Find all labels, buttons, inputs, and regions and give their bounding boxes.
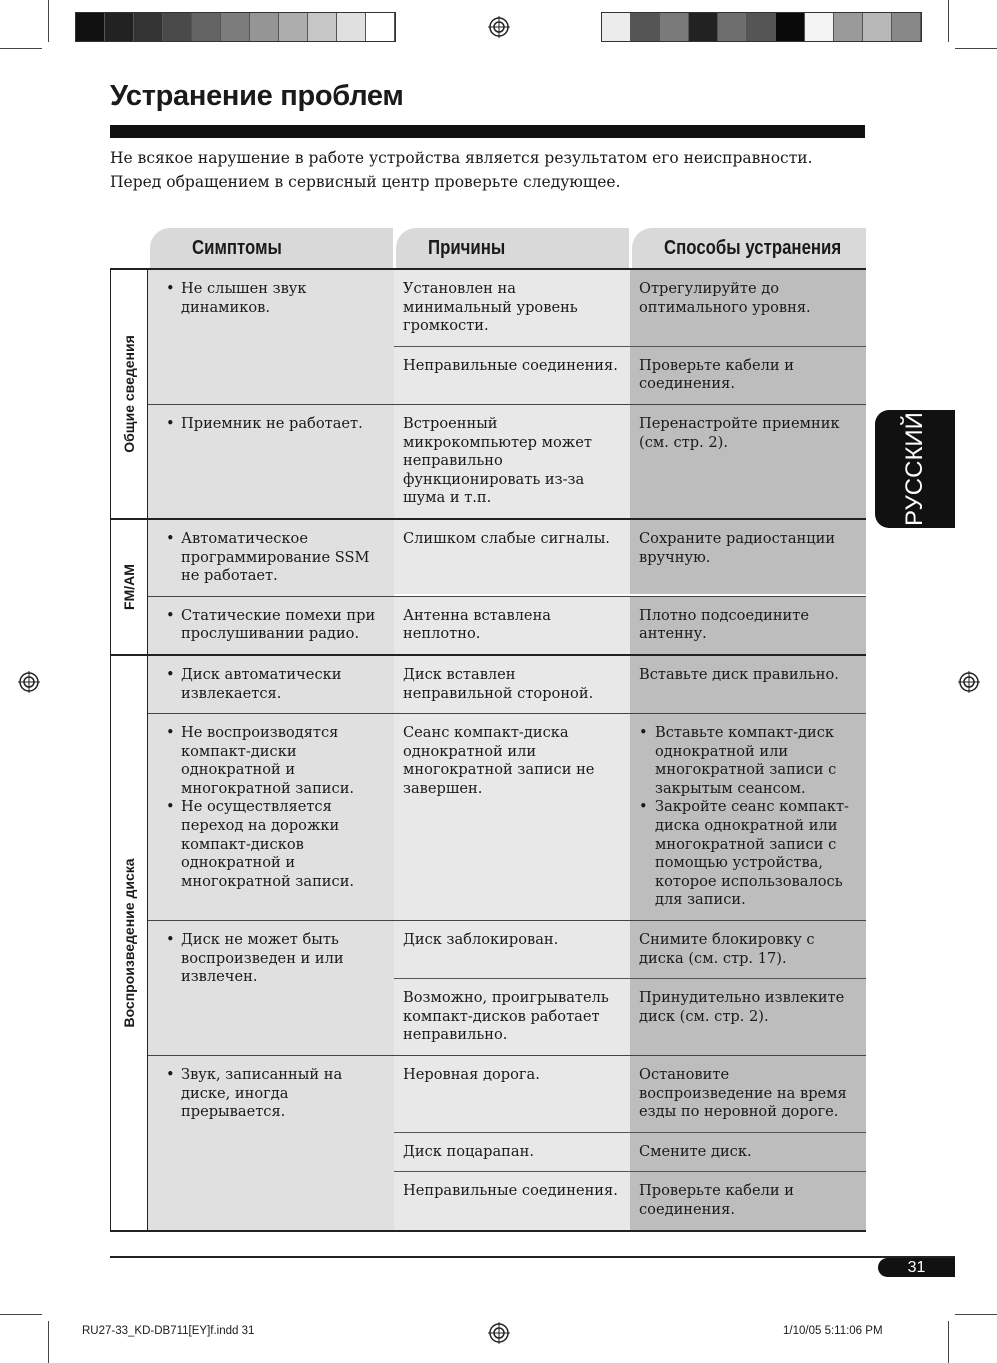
- intro-text: Не всякое нарушение в работе устройства является результатом его неисправности. Перед обращением в сервисный центр проверьте следующее.: [110, 149, 813, 191]
- table-row: [148, 596, 866, 654]
- remedy-text: Отрегулируйте до оптимального уровня.: [639, 280, 811, 316]
- table-row: [148, 270, 866, 404]
- color-swatch: [863, 13, 892, 41]
- symptom-text: • Диск автоматически извлекается.: [166, 666, 386, 703]
- language-label: РУССКИЙ: [901, 412, 928, 526]
- cause-remedy-row: [394, 978, 866, 1055]
- cause-remedy-row: [394, 520, 866, 594]
- section-label-text: Общие сведения: [121, 335, 137, 453]
- color-swatch: [602, 13, 631, 41]
- symptom-text: • Приемник не работает.: [166, 415, 386, 434]
- color-swatch: [805, 13, 834, 41]
- section-label-text: FM/AM: [121, 563, 137, 610]
- table-row: [148, 520, 866, 596]
- remedy-cell: [630, 921, 866, 978]
- table-row: [148, 920, 866, 1055]
- cause-cell: Неправильные соединения.: [394, 1172, 630, 1229]
- section-label: [111, 520, 148, 654]
- crop-mark: [48, 0, 49, 42]
- section-label: [111, 656, 148, 1230]
- crop-mark: [955, 1314, 997, 1315]
- crop-mark: [0, 1314, 42, 1315]
- table-row: [148, 713, 866, 920]
- remedy-cell: [630, 656, 866, 713]
- header-tab-causes: [396, 228, 629, 269]
- color-swatch: [192, 13, 221, 41]
- symptom-cell: [148, 921, 394, 1055]
- remedy-text: Снимите блокировку с диска (см. стр. 17).: [639, 931, 815, 967]
- color-swatch: [163, 13, 192, 41]
- remedy-cell: [630, 347, 866, 404]
- cause-cell: Неправильные соединения.: [394, 347, 630, 404]
- color-swatch: [747, 13, 776, 41]
- remedy-text: Плотно подсоедините антенну.: [639, 606, 809, 643]
- cause-remedy-row: [394, 1171, 866, 1229]
- color-swatch: [105, 13, 134, 41]
- print-timestamp: 1/10/05 5:11:06 PM: [783, 1325, 883, 1337]
- remedy-text: Перенастройте приемник (см. стр. 2).: [639, 414, 840, 451]
- cause-cell: Диск заблокирован.: [394, 921, 630, 978]
- table-row: [148, 1055, 866, 1230]
- header-causes: Причины: [428, 237, 506, 259]
- table-section: [111, 518, 866, 654]
- crop-mark: [948, 1321, 949, 1363]
- symptom-cell: [148, 714, 394, 920]
- remedy-text: Смените диск.: [639, 1142, 752, 1160]
- section-label-text: Воспроизведение диска: [121, 858, 137, 1028]
- color-bar-left: [75, 12, 396, 42]
- troubleshooting-table: [110, 268, 866, 1232]
- remedy-cell: [630, 1172, 866, 1229]
- crop-mark: [48, 1321, 49, 1363]
- color-swatch: [776, 13, 805, 41]
- cause-remedy-row: [394, 714, 866, 920]
- cause-remedy-row: [394, 921, 866, 978]
- symptom-text: • Статические помехи при прослушивании радио.: [166, 607, 386, 644]
- cause-cell: Возможно, проигрыватель компакт-дисков работает неправильно.: [394, 979, 630, 1055]
- header-symptoms: Симптомы: [192, 237, 282, 259]
- color-swatch: [834, 13, 863, 41]
- remedy-text: Остановите воспроизведение на время езды по неровной дороге.: [639, 1066, 847, 1121]
- footer-rule: [110, 1256, 955, 1258]
- symptom-text: • Не воспроизводятся компакт-диски однократной и многократной записи.: [166, 724, 386, 798]
- color-bar-right: [601, 12, 922, 42]
- remedy-text: Проверьте кабели и соединения.: [639, 1182, 794, 1218]
- cause-remedy-row: [394, 405, 866, 518]
- file-slug: RU27-33_KD-DB711[EY]f.indd 31: [82, 1325, 255, 1337]
- symptom-cell: [148, 520, 394, 596]
- cause-remedy-row: [394, 346, 866, 404]
- table-section: [111, 268, 866, 518]
- symptom-text: • Не осуществляется переход на дорожки компакт-дисков однократной и многократной записи.: [166, 798, 386, 891]
- color-swatch: [337, 13, 366, 41]
- registration-mark-icon: [488, 1322, 510, 1344]
- crop-mark: [0, 48, 42, 49]
- color-swatch: [366, 13, 395, 41]
- remedy-cell: [630, 1133, 866, 1172]
- cause-cell: Сеанс компакт-диска однократной или многократной записи не завершен.: [394, 714, 630, 920]
- remedy-cell: [630, 405, 866, 518]
- table-row: [148, 656, 866, 713]
- cause-cell: Диск поцарапан.: [394, 1133, 630, 1172]
- color-swatch: [308, 13, 337, 41]
- symptom-cell: [148, 1056, 394, 1230]
- remedy-cell: [630, 979, 866, 1055]
- cause-cell: Установлен на минимальный уровень громкости.: [394, 270, 630, 346]
- color-swatch: [76, 13, 105, 41]
- page-number: 31: [878, 1258, 955, 1277]
- remedy-cell: [630, 714, 866, 920]
- table-row: [148, 404, 866, 518]
- symptom-text: • Автоматическое программирование SSM не работает.: [166, 530, 386, 586]
- cause-remedy-row: [394, 270, 866, 346]
- section-label: [111, 270, 148, 518]
- cause-cell: Диск вставлен неправильной стороной.: [394, 656, 630, 713]
- registration-mark-icon: [958, 671, 980, 693]
- color-swatch: [250, 13, 279, 41]
- color-swatch: [718, 13, 747, 41]
- symptom-cell: [148, 656, 394, 713]
- registration-mark-icon: [18, 671, 40, 693]
- cause-remedy-row: [394, 1056, 866, 1132]
- symptom-cell: [148, 405, 394, 518]
- symptom-text: • Не слышен звук динамиков.: [166, 280, 386, 317]
- header-tab-symptoms: [150, 228, 393, 269]
- remedy-cell: [630, 1056, 866, 1132]
- remedy-text: Проверьте кабели и соединения.: [639, 356, 794, 393]
- page-title: Устранение проблем: [110, 80, 404, 112]
- cause-cell: Слишком слабые сигналы.: [394, 520, 630, 594]
- cause-remedy-row: [394, 597, 866, 654]
- symptom-text: • Звук, записанный на диске, иногда прерывается.: [166, 1066, 386, 1122]
- color-swatch: [631, 13, 660, 41]
- symptom-cell: [148, 597, 394, 654]
- crop-mark: [955, 48, 997, 49]
- color-swatch: [689, 13, 718, 41]
- crop-mark: [948, 0, 949, 42]
- cause-remedy-row: [394, 656, 866, 713]
- language-tab: [875, 410, 955, 528]
- remedy-text: Сохраните радиостанции вручную.: [639, 529, 836, 566]
- cause-remedy-row: [394, 1132, 866, 1172]
- color-swatch: [892, 13, 921, 41]
- remedy-text: Вставьте диск правильно.: [639, 665, 839, 683]
- color-swatch: [279, 13, 308, 41]
- cause-cell: Встроенный микрокомпьютер может неправильно функционировать из-за шума и т.п.: [394, 405, 630, 518]
- header-tab-remedies: [632, 228, 866, 269]
- color-swatch: [660, 13, 689, 41]
- color-swatch: [221, 13, 250, 41]
- remedy-cell: [630, 270, 866, 346]
- registration-mark-icon: [488, 16, 510, 38]
- cause-cell: Антенна вставлена неплотно.: [394, 597, 630, 654]
- title-rule: [110, 125, 865, 138]
- cause-cell: Неровная дорога.: [394, 1056, 630, 1132]
- remedy-text: • Закройте сеанс компакт-диска однократной или многократной записи с помощью устройства, которое использовалось для записи.: [639, 798, 858, 910]
- table-section: [111, 654, 866, 1230]
- remedy-text: • Вставьте компакт-диск однократной или многократной записи с закрытым сеансом.: [639, 724, 858, 798]
- remedy-cell: [630, 520, 866, 594]
- symptom-text: • Диск не может быть воспроизведен и или извлечен.: [166, 931, 386, 987]
- remedy-text: Принудительно извлеките диск (см. стр. 2).: [639, 989, 845, 1025]
- symptom-cell: [148, 270, 394, 404]
- color-swatch: [134, 13, 163, 41]
- header-remedies: Способы устранения: [664, 237, 842, 259]
- remedy-cell: [630, 597, 866, 654]
